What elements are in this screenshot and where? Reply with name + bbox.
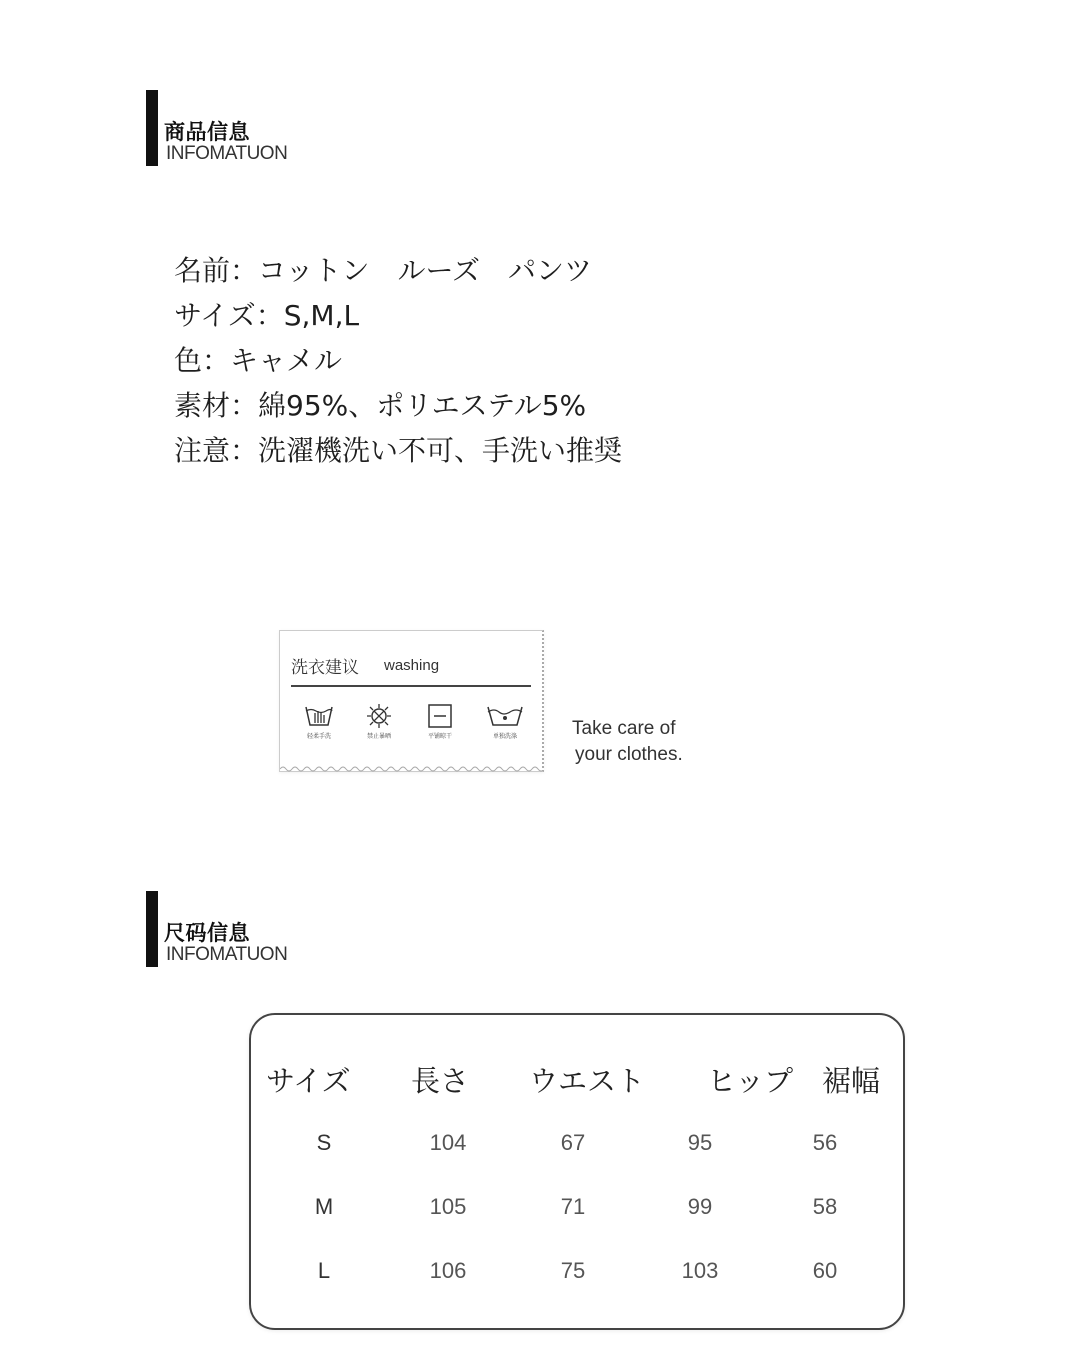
- no-bleach-sun-caption: 禁止暴晒: [366, 733, 391, 740]
- hand-wash-icon: [299, 703, 339, 740]
- header-bar: [146, 90, 158, 166]
- table-cell: 106: [429, 1258, 467, 1283]
- product-color: 色：キャメル: [174, 344, 343, 377]
- table-cell: 105: [429, 1194, 467, 1219]
- care-slogan: [572, 716, 683, 768]
- table-cell: L: [317, 1258, 331, 1283]
- hand-wash-caption: 轻柔手洗: [306, 733, 331, 740]
- table-cell: 56: [812, 1130, 838, 1155]
- flat-dry-icon: [420, 703, 460, 740]
- care-slogan-line1: Take care of: [572, 718, 676, 739]
- product-note: 注意：洗濯機洗い不可、手洗い推奨: [174, 434, 623, 467]
- scallop-edge: [280, 765, 542, 773]
- section-title-zh: 商品信息: [164, 120, 250, 144]
- washing-title: 洗衣建议: [291, 658, 359, 678]
- header-bar: [146, 891, 158, 967]
- table-cell: 103: [681, 1258, 719, 1283]
- table-cell: 104: [429, 1130, 467, 1155]
- no-bleach-sun-icon: [359, 703, 399, 740]
- care-slogan-line2: your clothes.: [575, 744, 683, 765]
- washing-subtitle: washing: [384, 657, 440, 674]
- section-title-zh: 尺码信息: [164, 921, 250, 945]
- table-cell: 60: [812, 1258, 838, 1283]
- table-header-hip: ヒップ: [707, 1064, 794, 1098]
- table-header-waist: ウエスト: [529, 1064, 646, 1098]
- flat-dry-caption: 平铺晾干: [427, 733, 452, 740]
- table-cell: 99: [687, 1194, 713, 1219]
- section-title-en: INFOMATUON: [166, 143, 288, 164]
- product-material: 素材：綿95%、ポリエステル5%: [174, 389, 587, 422]
- product-name: 名前：コットン ルーズ パンツ: [174, 254, 593, 287]
- table-header-hem: 裾幅: [822, 1064, 881, 1098]
- table-cell: S: [316, 1130, 332, 1155]
- wash-tub-icon: [485, 703, 525, 740]
- table-cell: 75: [560, 1258, 586, 1283]
- table-header-size: サイズ: [266, 1064, 351, 1098]
- table-cell: 95: [687, 1130, 713, 1155]
- product-sizes: サイズ：S,M,L: [174, 299, 360, 332]
- wash-tub-caption: 单独洗涤: [492, 733, 517, 740]
- size-table: [249, 1013, 905, 1330]
- table-cell: 58: [812, 1194, 838, 1219]
- table-cell: 71: [560, 1194, 586, 1219]
- washing-divider: [291, 685, 531, 687]
- washing-label: [279, 630, 544, 772]
- table-cell: 67: [560, 1130, 586, 1155]
- product-info-list: [174, 248, 622, 473]
- table-cell: M: [314, 1194, 334, 1219]
- table-header-length: 長さ: [411, 1064, 470, 1098]
- section-title-en: INFOMATUON: [166, 944, 288, 965]
